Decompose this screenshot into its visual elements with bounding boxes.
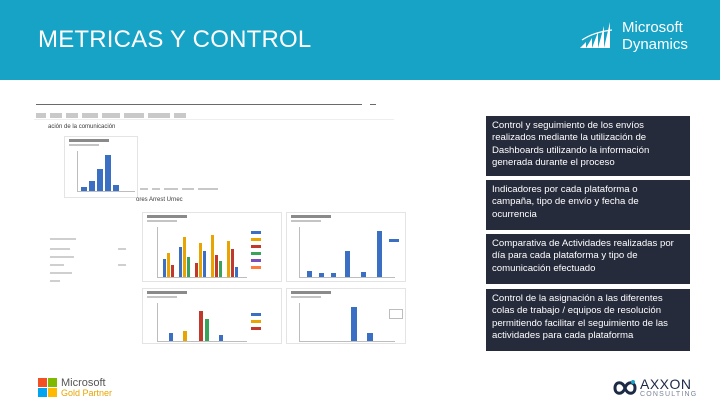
info-line: Control de la asignación a las diferentes	[492, 293, 663, 304]
panel-title	[69, 139, 109, 142]
chart-bar	[361, 272, 366, 277]
dynamics-logo-icon	[578, 20, 616, 50]
legend-swatch	[251, 266, 261, 269]
chart-bar	[231, 249, 234, 277]
info-box-dashboards	[486, 116, 690, 176]
dashboard-section-label: ores Arrest Urnec	[136, 197, 183, 203]
chart-bar	[331, 273, 336, 277]
bar-group	[301, 303, 395, 341]
legend-swatch	[251, 313, 261, 316]
bar-group	[159, 227, 247, 277]
command-item[interactable]	[82, 113, 98, 118]
x-axis	[299, 277, 395, 278]
bar-group	[301, 227, 395, 277]
chart-legend	[138, 186, 228, 192]
command-item[interactable]	[66, 113, 78, 118]
chart-bar	[89, 181, 95, 191]
chart-panel	[142, 212, 282, 282]
chart-bar	[235, 267, 238, 277]
axxon-consulting-logo	[612, 374, 710, 402]
list-item	[50, 256, 74, 258]
chart-bar	[167, 253, 170, 277]
list-panel	[48, 236, 130, 290]
divider-line	[36, 104, 362, 105]
partner-line-2: Gold Partner	[61, 388, 113, 398]
chart-bar	[195, 263, 198, 277]
chart-bar	[351, 307, 357, 341]
microsoft-dynamics-logo	[578, 16, 696, 60]
chart-bar	[367, 333, 373, 341]
chart-bar	[171, 265, 174, 277]
y-axis	[299, 303, 300, 341]
x-axis	[157, 277, 247, 278]
command-item[interactable]	[148, 113, 170, 118]
chart-bar	[215, 255, 218, 277]
company-line-1: AXXON	[640, 376, 692, 392]
panel-title	[147, 291, 187, 294]
x-axis	[299, 341, 395, 342]
axxon-logo-icon	[612, 376, 638, 400]
dashboard-command-bar	[34, 112, 394, 120]
list-value	[118, 248, 126, 250]
info-line: ocurrencia	[492, 208, 537, 220]
y-axis	[299, 227, 300, 277]
x-axis	[77, 191, 135, 192]
info-box-indicadores	[486, 180, 690, 230]
list-item	[50, 238, 76, 240]
chart-bar	[211, 235, 214, 277]
y-axis	[157, 227, 158, 277]
chart-bar	[183, 331, 187, 341]
list-item	[50, 264, 64, 266]
legend-swatch	[251, 259, 261, 262]
chart-bar	[205, 319, 209, 341]
chart-bar	[319, 273, 324, 277]
chart-tooltip	[389, 309, 403, 319]
info-line: Indicadores por cada plataforma o	[492, 184, 638, 195]
command-item[interactable]	[124, 113, 144, 118]
chart-bar	[187, 257, 190, 277]
bar-group	[159, 303, 247, 341]
brand-line-2: Dynamics	[622, 36, 688, 53]
list-item	[50, 280, 60, 282]
chart-bar	[169, 333, 173, 341]
chart-bar	[377, 231, 382, 277]
info-line: permitiendo facilitar el seguimiento de las	[492, 317, 668, 329]
brand-line-1: Microsoft	[622, 19, 683, 36]
chart-bar	[227, 241, 230, 277]
header-banner	[0, 0, 720, 80]
chart-bar	[179, 247, 182, 277]
panel-subtitle	[147, 296, 177, 298]
info-line: día para cada plataforma y tipo de	[492, 250, 638, 262]
panel-title	[291, 291, 331, 294]
chart-bar	[199, 311, 203, 341]
legend-swatch	[251, 231, 261, 234]
chart-bar	[307, 271, 312, 277]
chart-bar	[219, 261, 222, 277]
x-axis	[157, 341, 247, 342]
info-box-comparativa	[486, 234, 690, 284]
partner-line-1: Microsoft	[61, 377, 106, 389]
panel-subtitle	[291, 296, 321, 298]
info-line: comunicación efectuado	[492, 262, 596, 274]
slide-title: METRICAS Y CONTROL	[38, 26, 312, 53]
y-axis	[157, 303, 158, 341]
chart-bar	[97, 169, 103, 191]
legend-swatch	[251, 327, 261, 330]
info-line: Comparativa de Actividades realizadas por	[492, 238, 674, 249]
bar-group	[79, 151, 135, 191]
info-line: Dashboards utilizando la información	[492, 144, 650, 156]
dashboard-screenshot	[34, 100, 426, 350]
command-item[interactable]	[102, 113, 120, 118]
info-line: actividades para cada plataforma	[492, 330, 634, 342]
divider-dash	[370, 104, 376, 105]
chart-bar	[345, 251, 350, 277]
chart-bar	[199, 243, 202, 277]
legend-label	[140, 188, 148, 190]
legend-swatch	[251, 252, 261, 255]
info-line: generada durante el proceso	[492, 157, 615, 169]
panel-title	[291, 215, 331, 218]
y-axis	[77, 151, 78, 191]
list-value	[118, 264, 126, 266]
chart-bar	[219, 335, 223, 341]
info-line: colas de trabajo / equipos de resolución	[492, 305, 662, 317]
legend-label	[164, 188, 178, 190]
dashboard-page-label: ación de la comunicación	[48, 124, 116, 130]
company-line-2: CONSULTING	[640, 391, 698, 398]
legend-label	[152, 188, 160, 190]
chart-bar	[113, 185, 119, 191]
microsoft-gold-partner-logo	[38, 376, 118, 400]
chart-panel	[64, 136, 138, 198]
legend-swatch	[251, 238, 261, 241]
info-line: realizados mediante la utilización de	[492, 132, 647, 144]
legend-swatch	[389, 239, 399, 242]
chart-bar	[105, 155, 111, 191]
info-line: campaña, tipo de envío y fecha de	[492, 196, 639, 208]
chart-panel	[286, 288, 406, 344]
legend-label	[198, 188, 218, 190]
legend-swatch	[251, 320, 261, 323]
chart-bar	[163, 259, 166, 277]
chart-bar	[183, 237, 186, 277]
list-item	[50, 272, 72, 274]
panel-subtitle	[291, 220, 321, 222]
legend-swatch	[251, 245, 261, 248]
info-line: Control y seguimiento de los envíos	[492, 120, 644, 131]
info-box-colas	[486, 289, 690, 351]
panel-subtitle	[147, 220, 177, 222]
panel-title	[147, 215, 187, 218]
command-item[interactable]	[36, 113, 46, 118]
chart-panel	[286, 212, 406, 282]
chart-panel	[142, 288, 282, 344]
list-item	[50, 248, 70, 250]
command-item[interactable]	[174, 113, 186, 118]
chart-bar	[81, 187, 87, 191]
legend-label	[182, 188, 194, 190]
chart-bar	[203, 251, 206, 277]
panel-subtitle	[69, 144, 99, 146]
command-item[interactable]	[50, 113, 62, 118]
